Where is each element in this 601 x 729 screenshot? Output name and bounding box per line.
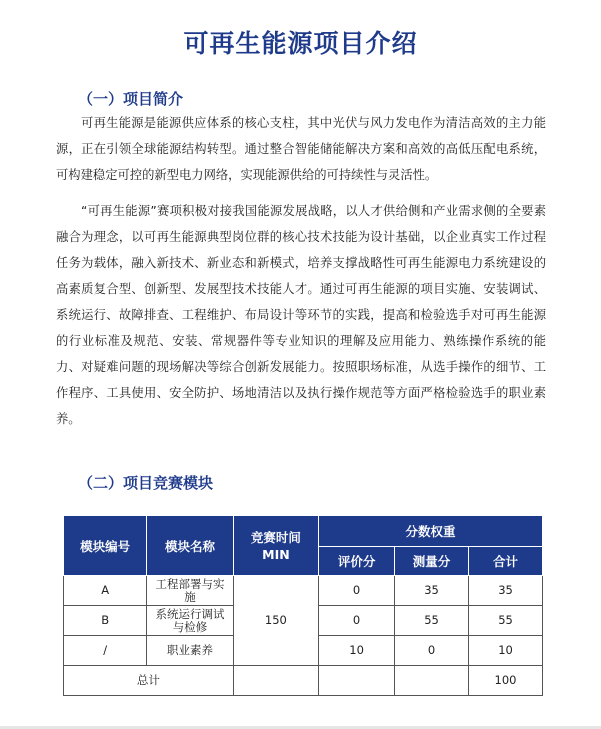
header-time-line2: MIN [262,546,290,562]
table-sum-row [64,666,543,696]
header-time [233,516,318,576]
header-time-line1: 竞赛时间 [250,529,301,545]
cell-sum-label: 总计 [64,666,234,696]
cell-empty [233,666,318,696]
table-header-row [64,516,543,547]
cell-empty [395,666,469,696]
cell-measure: 35 [395,576,469,606]
table-row [64,576,543,606]
cell-module-name: 工程部署与实施 [147,576,233,606]
cell-empty [319,666,395,696]
cell-module-name: 系统运行调试与检修 [147,606,233,636]
cell-total: 55 [469,606,543,636]
cell-module-no: B [64,606,147,636]
header-module-name: 模块名称 [147,516,233,576]
cell-measure: 55 [395,606,469,636]
cell-module-name: 职业素养 [147,636,233,666]
section-heading-modules: （二）项目竞赛模块 [78,474,214,492]
cell-total: 35 [469,576,543,606]
cell-measure: 0 [395,636,469,666]
cell-module-no: / [64,636,147,666]
page-title: 可再生能源项目介绍 [183,29,418,58]
intro-paragraph-2: “可再生能源”赛项积极对接我国能源发展战略，以人才供给侧和产业需求侧的全要素融合为理念，以可再生能源典型岗位群的核心技术技能为设计基础，以企业真实工作过程任务为载体，融入新技术、新业态和新模式，培养支撑战略性可再生能源电力系统建设的高素质复合型、创新型、发展型技术技能人才。通过可再生能源的项目实施、安装调试、系统运行、故障排查、工程维护、布局设计等环节的实践，提高和检验选手对可再生能源的行业标准及规范、安装、常规器件等专业知识的理解及应用能力、熟练操作系统的能力、对疑难问题的现场解决等综合创新发展能力。按照职场标准，从选手操作的细节、工作程序、工具使用、安全防护、场地清洁以及执行操作规范等方面严格检验选手的职业素养。 [56,204,546,426]
header-weight: 分数权重 [319,516,543,547]
intro-paragraph-1: 可再生能源是能源供应体系的核心支柱，其中光伏与风力发电作为清洁高效的主力能源，正在引领全球能源结构转型。通过整合智能储能解决方案和高效的高低压配电系统，可构建稳定可控的新型电力网络，实现能源供给的可持续性与灵活性。 [56,116,546,182]
section-heading-intro: （一）项目简介 [78,90,184,108]
header-eval: 评价分 [319,547,395,576]
modules-table [63,515,543,696]
cell-eval: 0 [319,606,395,636]
header-module-no: 模块编号 [64,516,147,576]
cell-eval: 10 [319,636,395,666]
cell-total: 10 [469,636,543,666]
cell-sum-value: 100 [469,666,543,696]
header-total: 合计 [469,547,543,576]
cell-module-no: A [64,576,147,606]
cell-eval: 0 [319,576,395,606]
header-measure: 测量分 [395,547,469,576]
cell-time: 150 [233,576,318,666]
